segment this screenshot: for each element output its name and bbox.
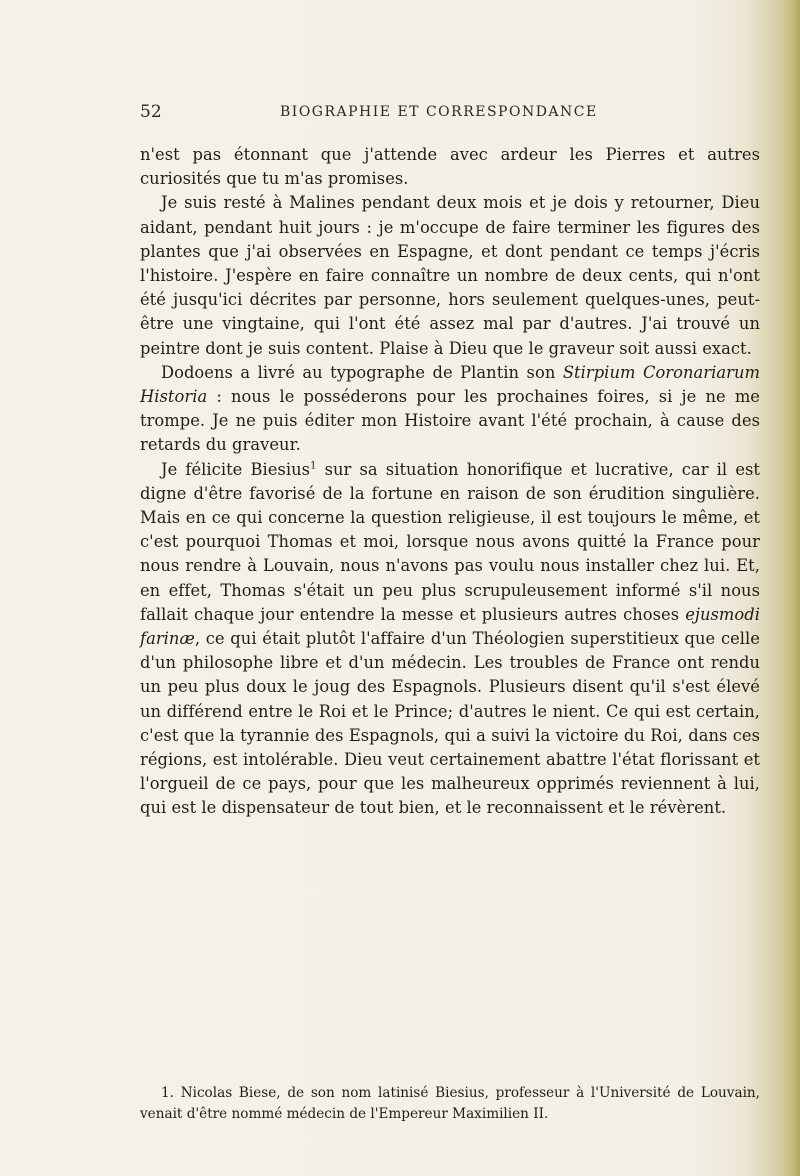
book-title-italic: Stirpium Coronariarum Historia <box>140 362 760 407</box>
page-header <box>140 102 760 126</box>
page-number: 52 <box>140 102 162 122</box>
paragraph-1: n'est pas étonnant que j'attende avec ardeur les Pierres et autres curiosités que tu m'as promises. <box>140 145 760 189</box>
paragraph-3 <box>140 361 760 458</box>
footnote-reference: 1 <box>310 460 317 472</box>
latin-phrase-italic: ejusmodi farinæ <box>140 604 760 649</box>
running-head: BIOGRAPHIE ET CORRESPONDANCE <box>280 104 598 120</box>
paragraph-4 <box>140 458 760 821</box>
footnote: 1. Nicolas Biese, de son nom latinisé Biesius, professeur à l'Université de Louvain, venait d'être nommé médecin de l'Empereur Maximilien II. <box>140 1085 760 1122</box>
body-text <box>140 143 760 821</box>
paragraph-4-middle: sur sa situation honorifique et lucrative, car il est digne d'être favorisé de la fortune en raison de son érudition singulière. Mais en ce qui concerne la question religieuse, il est toujours le même, et c'est pourquoi Thomas et moi, lorsque nous avons quitté la France pour nous rendre à Louvain, nous n'avons pas voulu nous installer chez lui. Et, en effet, Thomas s'était un peu plus scrupuleusement informé s'il nous fallait chaque jour entendre la messe et plusieurs autres choses <box>140 459 760 624</box>
paragraph-3-end: : nous le posséderons pour les prochaines foires, si je ne me trompe. Je ne puis éditer mon Histoire avant l'été prochain, à cause des retards du graveur. <box>140 387 760 455</box>
paragraph-4-start: Je félicite Biesius <box>161 459 311 479</box>
paragraph-2: Je suis resté à Malines pendant deux mois et je dois y retourner, Dieu aidant, pendant huit jours : je m'occupe de faire terminer les figures des plantes que j'ai observées en Espagne, et dont pendant ce temps j'écris l'histoire. J'espère en faire connaître un nombre de deux cents, qui n'ont été jusqu'ici décrites par personne, hors seulement quelques-unes, peut-être une vingtaine, qui l'ont été assez mal par d'autres. J'ai trouvé un peintre dont je suis content. Plaise à Dieu que le graveur soit aussi exact. <box>140 193 760 358</box>
paragraph-4-end: , ce qui était plutôt l'affaire d'un Théologien superstitieux que celle d'un philosophe libre et d'un médecin. Les troubles de France ont rendu un peu plus doux le joug des Espagnols. Plusieurs disent qu'il s'est élevé un différend entre le Roi et le Prince; d'autres le nient. Ce qui est certain, c'est que la tyrannie des Espagnols, qui a suivi la victoire du Roi, dans ces régions, est intolérable. Dieu veut certainement abattre l'état florissant et l'orgueil de ce pays, pour que les malheureux opprimés reviennent à lui, qui est le dispensateur de tout bien, et le reconnaissent et le révèrent. <box>140 629 760 818</box>
page-edge-shadow <box>782 0 800 1176</box>
paragraph-3-start: Dodoens a livré au typographe de Plantin son <box>161 362 563 382</box>
